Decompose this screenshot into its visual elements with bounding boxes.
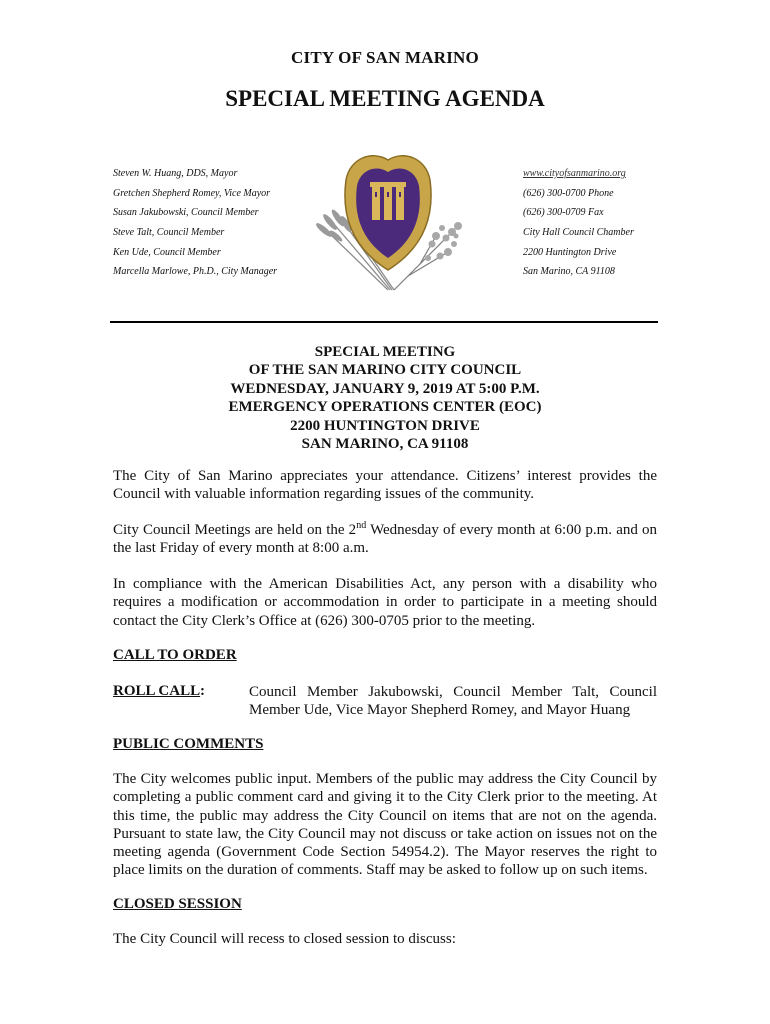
officials-list (113, 168, 277, 286)
closed-session-heading: CLOSED SESSION (113, 896, 242, 912)
official-council-member: Ken Ude, Council Member (113, 246, 221, 258)
closed-session-paragraph: The City Council will recess to closed session to discuss: (113, 931, 456, 947)
meeting-street: 2200 HUNTINGTON DRIVE (290, 417, 480, 434)
contact-info (523, 168, 634, 286)
meeting-details (0, 343, 770, 453)
official-council-member: Susan Jakubowski, Council Member (113, 207, 259, 219)
meeting-city: SAN MARINO, CA 91108 (301, 436, 469, 453)
public-comments-heading: PUBLIC COMMENTS (113, 736, 264, 752)
official-city-manager: Marcella Marlowe, Ph.D., City Manager (113, 266, 278, 278)
meeting-datetime: WEDNESDAY, JANUARY 9, 2019 AT 5:00 P.M. (230, 380, 540, 397)
agenda-title: SPECIAL MEETING AGENDA (225, 86, 545, 111)
city-seal-logo (308, 140, 468, 296)
website-link[interactable]: www.cityofsanmarino.org (523, 168, 626, 179)
roll-call-colon: : (200, 683, 205, 699)
city-name: CITY OF SAN MARINO (291, 48, 479, 67)
header-divider (110, 321, 658, 323)
meeting-venue: EMERGENCY OPERATIONS CENTER (EOC) (228, 399, 542, 416)
official-vice-mayor: Gretchen Shepherd Romey, Vice Mayor (113, 187, 271, 199)
schedule-paragraph: City Council Meetings are held on the 2nd Wednesday of every month at 6:00 p.m. and on the last Friday of every month at 8:00 a.m. (113, 520, 657, 557)
roll-call-heading: ROLL CALL (113, 683, 201, 699)
meeting-location: City Hall Council Chamber (523, 227, 634, 239)
roll-call-members: Council Member Jakubowski, Council Member Talt, Council Member Ude, Vice Mayor Shepherd Romey, and Mayor Huang (249, 684, 657, 719)
ada-paragraph: In compliance with the American Disabilities Act, any person with a disability who requires a modification or accommodation in order to participate in a meeting should contact the City Clerk’s Office at (626) 300-0705 prior to the meeting. (113, 576, 657, 629)
attendance-paragraph: The City of San Marino appreciates your attendance. Citizens’ interest provides the Council with valuable information regarding issues of the community. (113, 468, 657, 503)
official-council-member: Steve Talt, Council Member (113, 227, 225, 239)
public-comments-paragraph: The City welcomes public input. Members of the public may address the City Council by completing a public comment card and giving it to the City Clerk prior to the meeting. At this time, the public may address the City Council on items that are not on the agenda. Pursuant to state law, the City Council may not discuss or take action on issues not on the meeting agenda (Government Code Section 54954.2). The Mayor reserves the right to place limits on the duration of comments. Staff may be asked to follow up on such items. (113, 771, 657, 879)
city-state-zip: San Marino, CA 91108 (523, 266, 615, 278)
meeting-body: OF THE SAN MARINO CITY COUNCIL (248, 362, 522, 379)
fax-number: (626) 300-0709 Fax (523, 207, 604, 219)
official-mayor: Steven W. Huang, DDS, Mayor (113, 168, 238, 179)
meeting-type: SPECIAL MEETING (314, 344, 456, 360)
phone-number: (626) 300-0700 Phone (523, 187, 614, 199)
call-to-order-heading: CALL TO ORDER (113, 647, 237, 663)
street-address: 2200 Huntington Drive (523, 246, 617, 258)
tower-icon (370, 182, 406, 220)
